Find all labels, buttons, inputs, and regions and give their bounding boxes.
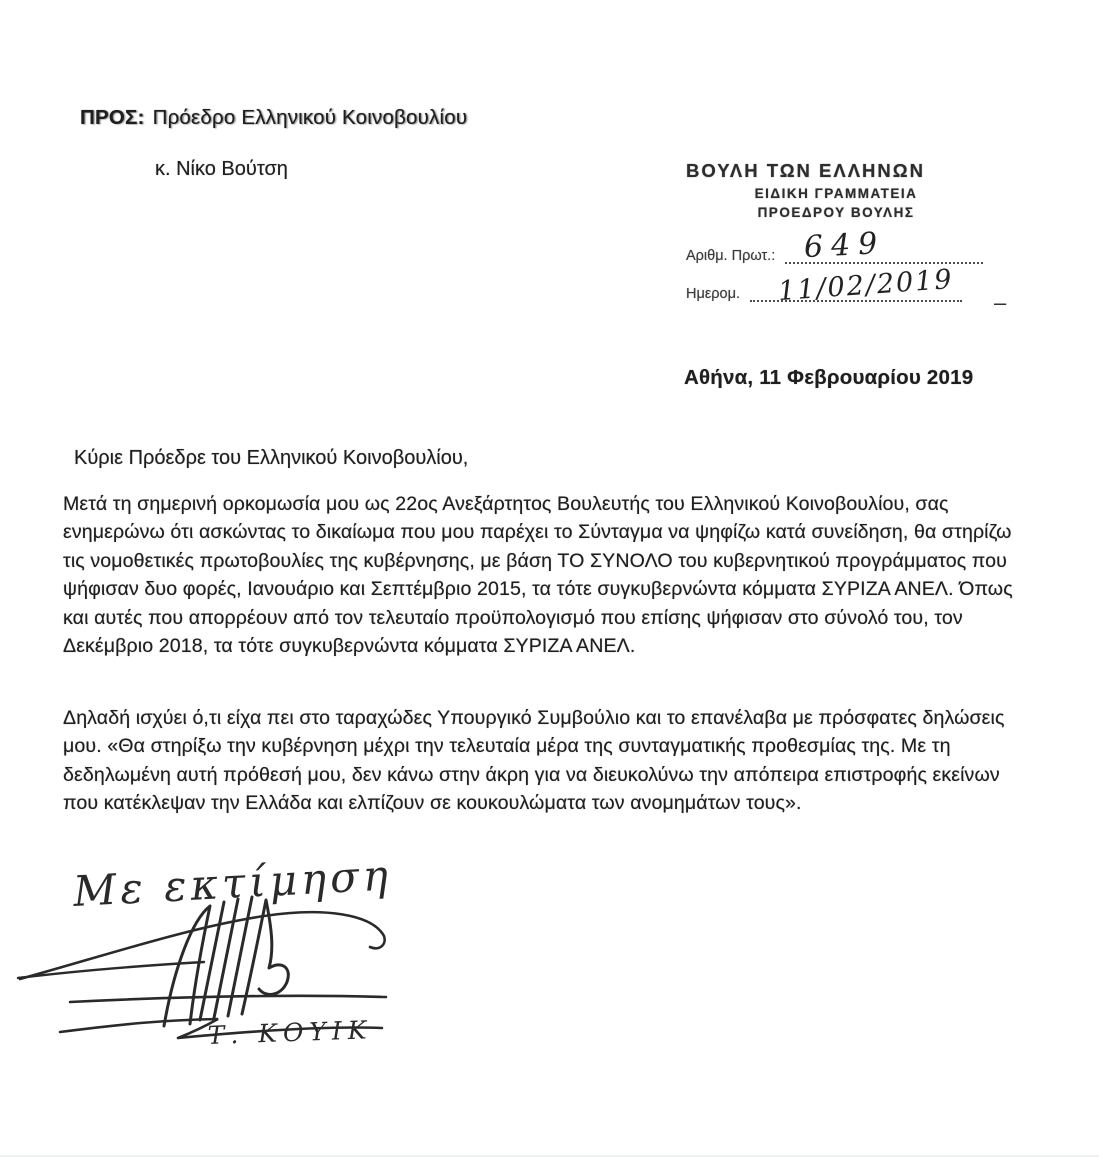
- protocol-label: Αριθμ. Πρωτ.:: [686, 248, 776, 264]
- city-date-line: Αθήνα, 11 Φεβρουαρίου 2019: [684, 366, 974, 389]
- closing-handwritten-text: Με εκτίμηση: [71, 850, 394, 916]
- to-label: ΠΡΟΣ:: [80, 106, 145, 129]
- body-paragraph-1: Μετά τη σημερινή ορκομωσία μου ως 22ος Ανεξάρτητος Βουλευτής του Ελληνικού Κοινοβουλίου, σας ενημερώνω ότι ασκώντας το δικαίωμα που μου παρέχει το Σύνταγμα να ψηφίζω κατά συνείδηση, θα στηρίζω τις νομοθετικές πρωτοβουλίες της κυβέρνησης, με βάση ΤΟ ΣΥΝΟΛΟ του κυβερνητικού προγράμματος που ψήφισαν δυο φορές, Ιανουάριο και Σεπτέμβριο 2015, τα τότε συγκυβερνώντα κόμματα ΣΥΡΙΖΑ ΑΝΕΛ. Όπως και αυτές που απορρέουν από τον τελευταίο προϋπολογισμό που επίσης ψήφισαν στο σύνολό του, τον Δεκέμβριο 2018, τα τότε συγκυβερνώντα κόμματα ΣΥΡΙΖΑ ΑΝΕΛ.: [63, 493, 1013, 658]
- registry-stamp: [686, 160, 1016, 315]
- signature-drawing: [12, 848, 452, 1063]
- addressee-person: κ. Νίκο Βούτση: [155, 158, 288, 180]
- protocol-number-row: [686, 225, 1016, 266]
- date-label: Ημερομ.: [686, 286, 740, 302]
- stamp-line-secretariat: ΕΙΔΙΚΗ ΓΡΑΜΜΑΤΕΙΑ: [754, 186, 918, 201]
- stamp-line-parliament: ΒΟΥΛΗ ΤΩΝ ΕΛΛΗΝΩΝ: [686, 160, 925, 181]
- signature-name-text: Τ. ΚΟΥΙΚ: [207, 1015, 373, 1050]
- stamp-line-speaker: ΠΡΟΕΔΡΟΥ ΒΟΥΛΗΣ: [757, 205, 915, 220]
- body-paragraph-2: Δηλαδή ισχύει ό,τι είχα πει στο ταραχώδες Υπουργικό Συμβούλιο και το επανέλαβα με πρόσφατες δηλώσεις μου. «Θα στηρίξω την κυβέρνηση μέχρι την τελευταία μέρα της συνταγματικής προθεσμίας της. Με τη δεδηλωμένη αυτή πρόθεσή μου, δεν κάνω στην άκρη για να διευκολύνω την απόπειρα επιστροφής εκείνων που κατέκλεψαν την Ελλάδα και ελπίζουν σε κουκουλώματα των ανομημάτων τους».: [63, 707, 1005, 815]
- salutation: Κύριε Πρόεδρε του Ελληνικού Κοινοβουλίου,: [74, 447, 469, 469]
- stamp-dash: –: [994, 290, 1007, 315]
- signature-block: [12, 848, 452, 1063]
- protocol-number-handwritten: 649: [803, 225, 887, 266]
- to-title: Πρόεδρο Ελληνικού Κοινοβουλίου: [152, 106, 468, 129]
- signature-underline-1: [70, 996, 386, 1002]
- date-handwritten: 11/02/2019: [777, 263, 955, 308]
- addressee-line: [80, 106, 467, 130]
- date-row: [686, 263, 1016, 315]
